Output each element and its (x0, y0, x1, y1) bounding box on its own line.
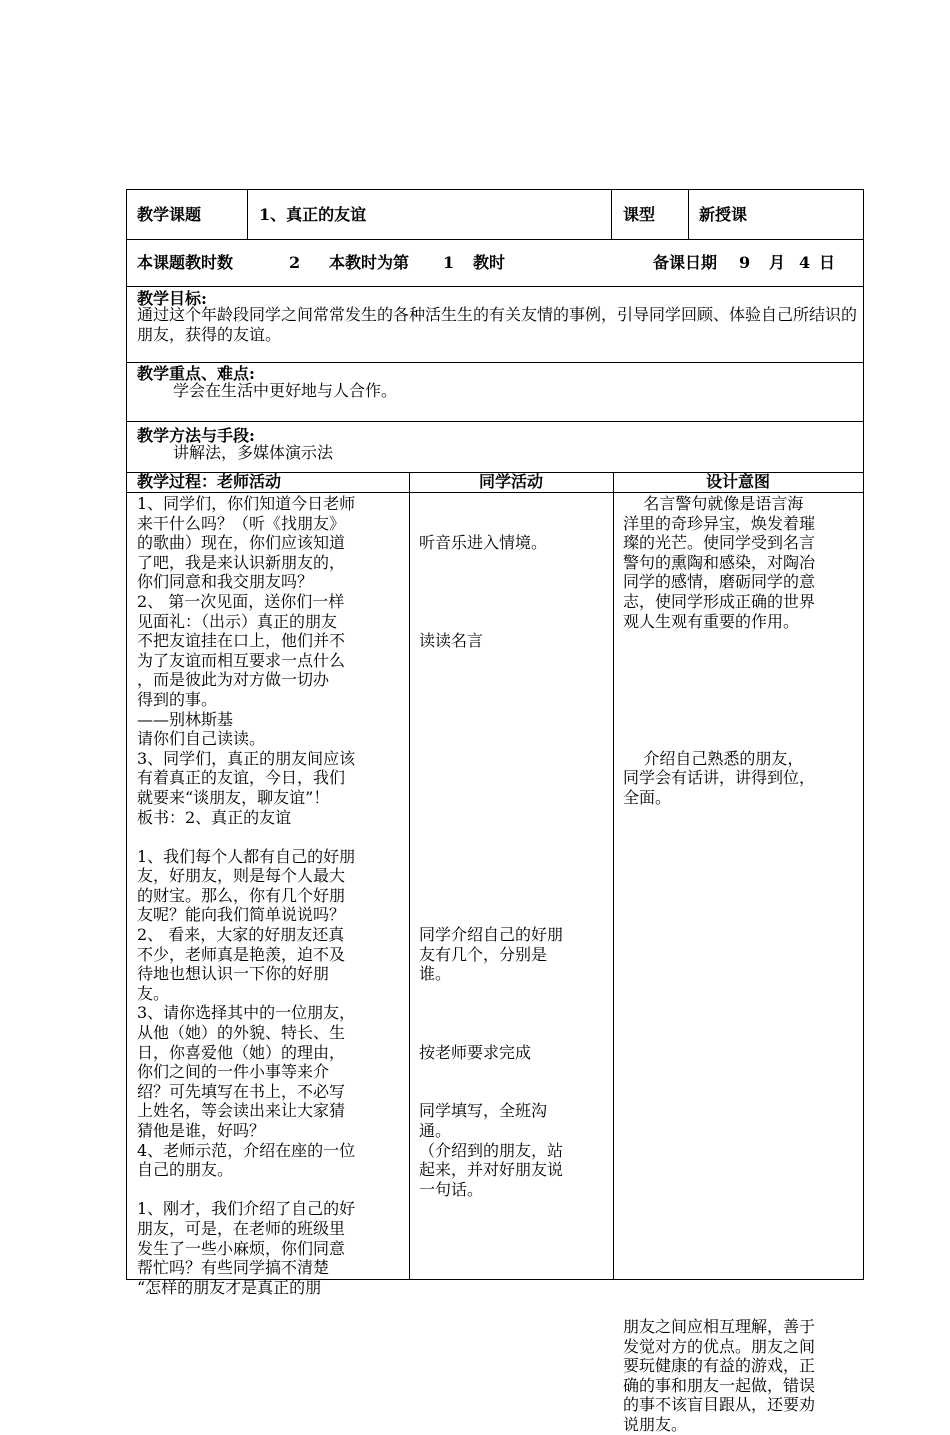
current-hour-unit: 教时 (473, 253, 506, 272)
prep-month: 9 (739, 253, 751, 272)
prep-date-label: 备课日期 (653, 253, 718, 272)
process-header-row (127, 473, 863, 493)
current-hour-value: 1 (443, 253, 455, 272)
current-hour-label: 本教时为第 (329, 253, 410, 272)
prep-month-unit: 月 (769, 253, 786, 272)
goals-text: 通过这个年龄段同学之间常常发生的各种活生生的有关友情的事例，引导同学回顾、体验自己所结识的朋友，获得的友谊。 (137, 305, 858, 344)
goals-label: 教学目标: (137, 289, 207, 308)
student-activity-text: 听音乐进入情境。 读读名言 同学介绍自己的好朋 友有几个，分别是 谁。 按老师要求完成 同学填写，全班沟 通。 （介绍到的朋友，站 起来，并对好朋友说 一句话。 (419, 533, 564, 1199)
lesson-plan-table (126, 189, 864, 1434)
student-activity-header: 同学活动 (478, 472, 543, 491)
methods-row (127, 422, 863, 473)
topic-value: 1、真正的友谊 (259, 205, 367, 224)
design-intent-text: 名言警句就像是语言海 洋里的奇珍异宝，焕发着璀 璨的光芒。使同学受到名言 警句的熏陶和感染，对陶冶 同学的感情，磨砺同学的意 志，使同学形成正确的世界 观人生观有重要的作用。 介绍自己熟悉的朋友， 同学会有话讲，讲得到位， 全面。 朋友之间应相互理解，善于 发觉对方的优点。朋友之间 要玩健康的有益的游戏，正 确的事和朋友一起做，错误 的事不该盲目跟从，还要劝 说朋友。 (623, 494, 816, 1434)
key-points-label: 教学重点、难点: (137, 364, 255, 383)
type-value: 新授课 (699, 205, 748, 224)
methods-text: 讲解法，多媒体演示法 (173, 443, 334, 462)
total-hours-label: 本课题教时数 (137, 253, 234, 272)
prep-day-unit: 日 (819, 253, 836, 272)
total-hours-value: 2 (289, 253, 301, 272)
teacher-activity-text: 1、同学们，你们知道今日老师 来干什么吗？（听《找朋友》 的歌曲）现在，你们应该知道 了吧，我是来认识新朋友的， 你们同意和我交朋友吗？ 2、 第一次见面，送你们一样 见面礼：（出示）真正的朋友 不把友谊挂在口上，他们并不 为了友谊而相互要求一点什么 ，而是彼此为对方做一切办 得到的事。 ——别林斯基 请你们自己读读。 3、同学们，真正的朋友间应该 有着真正的友谊，今日，我们 就要来“谈朋友，聊友谊”！ 板书：2、真正的友谊 1、我们每个人都有自己的好朋 友，好朋友，则是每个人最大 的财宝。那么，你有几个好朋 友呢？能向我们简单说说吗？ 2、 看来，大家的好朋友还真 不少，老师真是艳羡，迫不及 待地也想认识一下你的好朋 友。 3、请你选择其中的一位朋友， 从他（她）的外貌、特长、生 日，你喜爱他（她）的理由， 你们之间的一件小事等来介 绍？可先填写在书上，不必写 上姓名，等会读出来让大家猜 猜他是谁，好吗？ 4、老师示范，介绍在座的一位 自己的朋友。 1、刚才，我们介绍了自己的好 朋友，可是，在老师的班级里 发生了一些小麻烦，你们同意 帮忙吗？有些同学搞不清楚 “怎样的朋友才是真正的朋 (137, 494, 356, 1297)
topic-row (127, 190, 863, 240)
design-intent-header: 设计意图 (705, 472, 770, 491)
type-label: 课型 (623, 205, 656, 224)
key-points-text: 学会在生活中更好地与人合作。 (173, 381, 398, 400)
hours-row (127, 240, 863, 287)
key-points-row (127, 363, 863, 422)
goals-row (127, 287, 863, 363)
teacher-activity-header: 教学过程：老师活动 (137, 472, 282, 491)
prep-day: 4 (799, 253, 811, 272)
topic-label: 教学课题 (137, 205, 202, 224)
methods-label: 教学方法与手段: (137, 426, 255, 445)
